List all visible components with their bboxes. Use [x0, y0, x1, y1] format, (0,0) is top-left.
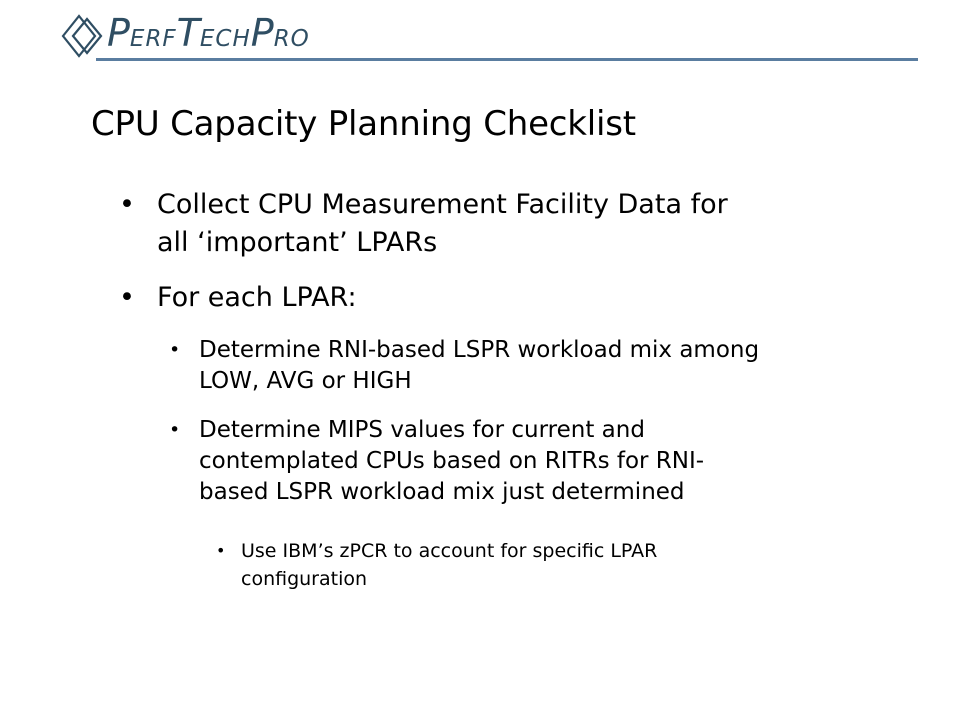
bullet-dot: • [119, 189, 135, 220]
sub-bullet-rni-workload-mix [169, 335, 899, 397]
bullet-line: Collect CPU Measurement Facility Data for [157, 189, 728, 220]
perftechpro-logo [55, 10, 315, 62]
bullet-line: configuration [241, 568, 368, 590]
sub-bullet-mips-values [169, 415, 899, 508]
bullet-dot: • [216, 541, 226, 560]
bullet-collect-data [119, 186, 897, 262]
bullet-line: all ‘important’ LPARs [157, 227, 438, 258]
bullet-line: Use IBM’s zPCR to account for specific LPAR [241, 540, 658, 562]
bullet-line: based LSPR workload mix just determined [199, 479, 685, 505]
logo-diamond-icon [55, 10, 115, 62]
bullet-line: contemplated CPUs based on RITRs for RNI- [199, 448, 705, 474]
slide-title: CPU Capacity Planning Checklist [91, 104, 636, 144]
sub-sub-bullet-zpcr [216, 537, 801, 593]
bullet-dot: • [119, 282, 135, 313]
bullet-line: For each LPAR: [157, 282, 357, 313]
logo-letter-p2: P [250, 11, 274, 55]
logo-text-ro: RO [273, 26, 310, 52]
bullet-line: LOW, AVG or HIGH [199, 368, 412, 394]
logo-letter-p: P [107, 11, 130, 55]
bullet-for-each-lpar [119, 279, 897, 317]
logo-text-erf: ERF [129, 26, 177, 52]
logo-text-ech: ECH [199, 26, 251, 52]
logo-letter-t: T [176, 11, 200, 55]
bullet-line: Determine MIPS values for current and [199, 417, 645, 443]
bullet-dot: • [169, 419, 181, 441]
header-rule [96, 58, 918, 61]
bullet-dot: • [169, 339, 181, 361]
logo-wordmark [107, 11, 310, 55]
bullet-line: Determine RNI-based LSPR workload mix among [199, 337, 760, 363]
